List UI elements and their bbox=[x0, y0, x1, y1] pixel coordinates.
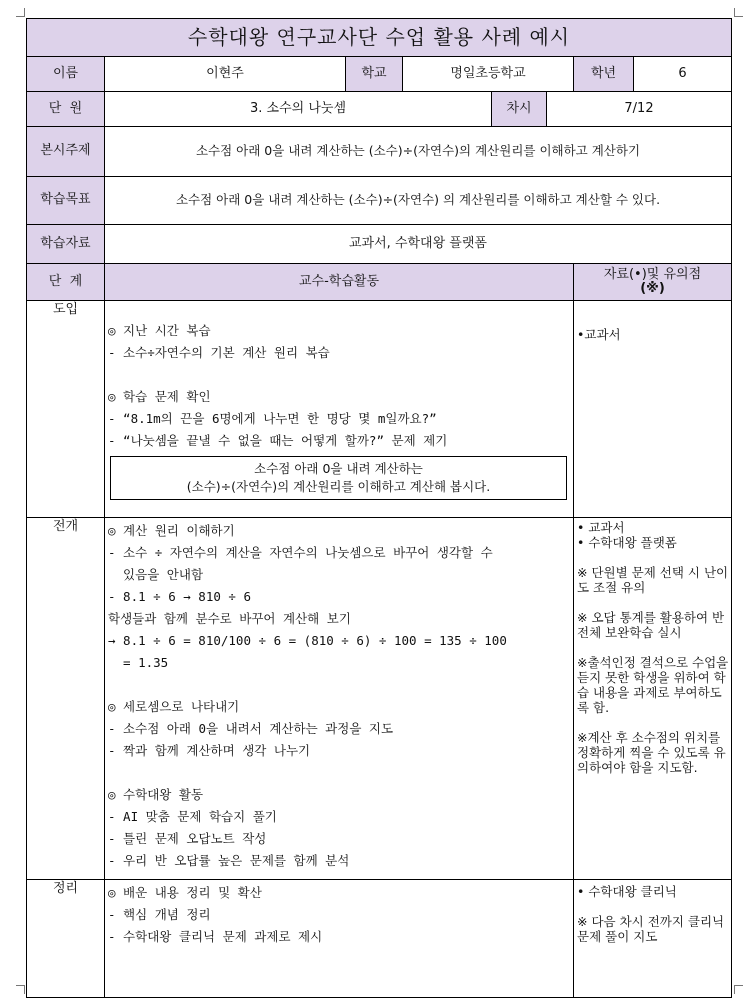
activity-line: 학생들과 함께 분수로 바꾸어 계산해 보기 bbox=[108, 611, 351, 626]
crop-mark-top-right bbox=[734, 8, 743, 17]
note-line: • 수학대왕 플랫폼 bbox=[577, 535, 677, 550]
note-line: ※ 단원별 문제 선택 시 난이도 조절 유의 bbox=[577, 565, 729, 595]
materials-label: 학습자료 bbox=[26, 225, 104, 264]
activity-header-row bbox=[26, 264, 732, 301]
summary-notes bbox=[573, 880, 732, 998]
unit-value: 3. 소수의 나눗셈 bbox=[104, 92, 491, 127]
activity-line: - 소수점 아래 0을 내려서 계산하는 과정을 지도 bbox=[108, 721, 394, 736]
stage-header: 단 계 bbox=[26, 264, 104, 301]
topic-row bbox=[26, 127, 732, 177]
activity-line: ◎ 학습 문제 확인 bbox=[108, 389, 211, 404]
activity-line: - 짝과 함께 계산하며 생각 나누기 bbox=[108, 743, 311, 758]
note-line bbox=[577, 550, 729, 565]
development-notes bbox=[573, 518, 732, 880]
activity-line: - AI 맞춤 문제 학습지 풀기 bbox=[108, 809, 277, 824]
grade-value: 6 bbox=[633, 57, 732, 92]
note-line: ※출석인정 결석으로 수업을 듣지 못한 학생을 위하여 학습 내용을 과제로 부여하도록 함. bbox=[577, 655, 729, 715]
info-row bbox=[26, 57, 732, 92]
activity-line: = 1.35 bbox=[108, 655, 169, 670]
notes-header-line1: 자료(•)및 유의점 bbox=[603, 267, 702, 282]
activity-line: 있음을 안내함 bbox=[108, 567, 204, 582]
activity-line: ◎ 계산 원리 이해하기 bbox=[108, 523, 235, 538]
activity-line: ◎ 수학대왕 활동 bbox=[108, 787, 204, 802]
unit-label: 단 원 bbox=[26, 92, 104, 127]
activity-line: - “나눗셈을 끝낼 수 없을 때는 어떻게 할까?” 문제 제기 bbox=[108, 433, 448, 448]
summary-activity bbox=[104, 880, 573, 998]
activity-line: - 우리 반 오답률 높은 문제를 함께 분석 bbox=[108, 853, 350, 868]
name-value: 이현주 bbox=[104, 57, 345, 92]
session-value: 7/12 bbox=[546, 92, 732, 127]
note-line bbox=[577, 899, 729, 914]
school-value: 명일초등학교 bbox=[402, 57, 573, 92]
topic-label: 본시주제 bbox=[26, 127, 104, 177]
activity-line: ◎ 지난 시간 복습 bbox=[108, 323, 211, 338]
name-label: 이름 bbox=[26, 57, 104, 92]
goal-value: 소수점 아래 0을 내려 계산하는 (소수)÷(자연수) 의 계산원리를 이해하고 계산할 수 있다. bbox=[104, 177, 732, 225]
intro-section bbox=[26, 301, 732, 518]
note-line: ※계산 후 소수점의 위치를 정확하게 찍을 수 있도록 유의하여야 함을 지도함. bbox=[577, 730, 726, 775]
session-label: 차시 bbox=[491, 92, 546, 127]
note-line: ※ 오답 통계를 활용하여 반 전체 보완학습 실시 bbox=[577, 610, 725, 640]
note-line bbox=[577, 715, 729, 730]
intro-notes: •교과서 bbox=[573, 301, 732, 518]
note-line: • 교과서 bbox=[577, 520, 625, 535]
school-label: 학교 bbox=[345, 57, 402, 92]
intro-stage-label: 도입 bbox=[26, 301, 104, 518]
page-title: 수학대왕 연구교사단 수업 활용 사례 예시 bbox=[26, 18, 732, 57]
activity-line: - 소수 ÷ 자연수의 계산을 자연수의 나눗셈으로 바꾸어 생각할 수 bbox=[108, 545, 493, 560]
activity-line: - 틀린 문제 오답노트 작성 bbox=[108, 831, 267, 846]
note-line: • 수학대왕 클리닉 bbox=[577, 884, 677, 899]
development-stage-label: 전개 bbox=[26, 518, 104, 880]
learning-problem-line1: 소수점 아래 0을 내려 계산하는 bbox=[254, 461, 423, 476]
activity-line bbox=[108, 674, 573, 696]
development-section bbox=[26, 518, 732, 880]
activity-line: ◎ 세로셈으로 나타내기 bbox=[108, 699, 240, 714]
crop-mark-bottom-left bbox=[16, 985, 25, 994]
grade-label: 학년 bbox=[573, 57, 633, 92]
title-row bbox=[26, 18, 732, 57]
goal-row bbox=[26, 177, 732, 225]
topic-value: 소수점 아래 0을 내려 계산하는 (소수)÷(자연수)의 계산원리를 이해하고 계산하기 bbox=[104, 127, 732, 177]
note-line bbox=[577, 640, 729, 655]
activity-line: → 8.1 ÷ 6 = 810/100 ÷ 6 = (810 ÷ 6) ÷ 100 = 135 ÷ 100 bbox=[108, 633, 507, 648]
activity-line: ◎ 배운 내용 정리 및 확산 bbox=[108, 885, 262, 900]
activity-line: - 수학대왕 클리닉 문제 과제로 제시 bbox=[108, 929, 323, 944]
summary-section bbox=[26, 880, 732, 998]
summary-stage-label: 정리 bbox=[26, 880, 104, 998]
note-line: ※ 다음 차시 전까지 클리닉 문제 풀이 지도 bbox=[577, 914, 725, 944]
materials-row bbox=[26, 225, 732, 264]
unit-row bbox=[26, 92, 732, 127]
activity-line bbox=[108, 364, 573, 386]
learning-problem-box bbox=[110, 456, 567, 500]
intro-activity bbox=[104, 301, 573, 518]
activity-line: - 8.1 ÷ 6 → 810 ÷ 6 bbox=[108, 589, 251, 604]
goal-label: 학습목표 bbox=[26, 177, 104, 225]
notes-header-line2: (※) bbox=[640, 281, 665, 296]
learning-problem-line2: (소수)÷(자연수)의 계산원리를 이해하고 계산해 봅시다. bbox=[186, 479, 491, 494]
activity-line: - 소수÷자연수의 기본 계산 원리 복습 bbox=[108, 345, 330, 360]
activity-line bbox=[108, 762, 573, 784]
development-activity bbox=[104, 518, 573, 880]
activity-header: 교수-학습활동 bbox=[104, 264, 573, 301]
crop-mark-top-left bbox=[16, 8, 25, 17]
activity-line: - “8.1m의 끈을 6명에게 나누면 한 명당 몇 m일까요?” bbox=[108, 411, 437, 426]
crop-mark-bottom-right bbox=[734, 985, 743, 994]
materials-value: 교과서, 수학대왕 플랫폼 bbox=[104, 225, 732, 264]
notes-header bbox=[573, 264, 732, 301]
activity-line: - 핵심 개념 정리 bbox=[108, 907, 211, 922]
note-line bbox=[577, 595, 729, 610]
